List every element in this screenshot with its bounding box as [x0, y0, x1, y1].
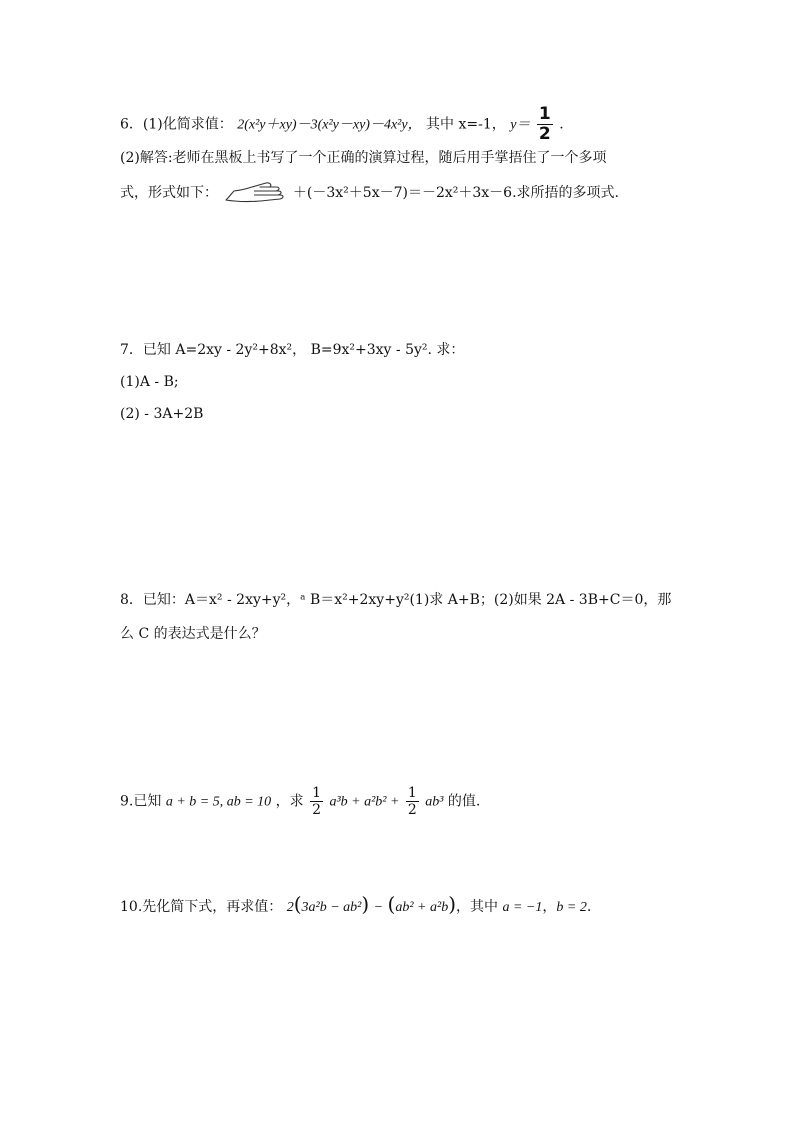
- q9-post: 的值.: [447, 793, 481, 810]
- q8-line1: 8．已知：A＝x² - 2xy+y²，ᵃ B＝x²+2xy+y²(1)求 A+B；(2)如果 2A - 3B+C＝0，那: [120, 592, 672, 608]
- q10-coef: 2: [286, 900, 294, 915]
- q9-pre: 9.已知: [120, 793, 162, 810]
- q6-part2-pre: 式，形式如下：: [120, 185, 218, 201]
- q10-pre: 10.先化简下式，再求值：: [120, 899, 283, 915]
- q9-fraction-1-den: 2: [312, 802, 321, 818]
- q10-value-a: a = −1: [502, 900, 543, 915]
- q9-fraction-1: [310, 786, 323, 817]
- q6-fraction: [537, 106, 553, 143]
- q9-term1: a³b + a²b² +: [329, 794, 400, 810]
- q6-part1: [120, 106, 564, 143]
- q6-label: 6．(1)化简求值：: [120, 116, 233, 133]
- q9-condition: a + b = 5, ab = 10: [165, 794, 272, 810]
- q6-end: .: [559, 116, 564, 133]
- q7-line2: (1)A - B;: [120, 374, 179, 390]
- q9-fraction-2-num: 1: [407, 785, 417, 801]
- q6-condition: 其中 x=-1，: [426, 116, 506, 133]
- q10-line: [120, 894, 591, 918]
- q6-fraction-den: 2: [538, 124, 551, 144]
- q9-mid: ，求: [275, 793, 304, 810]
- q7-line1: 7．已知 A=2xy - 2y²+8x²， B=9x²+3xy - 5y². 求：: [120, 342, 465, 358]
- q10-paren-close-2: ): [448, 892, 457, 916]
- q7-line3: (2) - 3A+2B: [120, 406, 204, 422]
- q10-group2: ab² + a²b: [395, 900, 449, 915]
- q6-expression: 2(x²y＋xy)－3(x²y－xy)－4x²y，: [237, 117, 422, 133]
- q10-paren-open-1: (: [293, 892, 302, 916]
- q6-part2-line2: [120, 180, 619, 206]
- q9-fraction-2-den: 2: [407, 802, 417, 818]
- q10-value-b: b = 2: [556, 900, 587, 915]
- q10-post: ，其中: [456, 899, 499, 915]
- q10-end: .: [586, 899, 592, 915]
- q10-sep: ，: [542, 899, 557, 915]
- q8-line2: 么 C 的表达式是什么？: [120, 626, 266, 642]
- q10-group1: 3a²b − ab²: [301, 900, 362, 915]
- q9-line: [120, 786, 480, 817]
- q9-fraction-2: [406, 786, 419, 817]
- q10-paren-open-2: (: [387, 892, 396, 916]
- q9-term2: ab³: [425, 794, 444, 810]
- q6-fraction-num: 1: [538, 104, 551, 124]
- q10-minus: −: [373, 900, 384, 915]
- hand-icon: [224, 180, 286, 206]
- q6-y-label: y＝: [510, 117, 531, 133]
- q6-part2-line1: (2)解答:老师在黑板上书写了一个正确的演算过程，随后用手掌捂住了一个多项: [120, 150, 607, 166]
- q6-part2-post: ＋(－3x²＋5x－7)＝－2x²＋3x－6.求所捂的多项式.: [292, 185, 619, 201]
- q10-paren-close-1: ): [361, 892, 370, 916]
- q9-fraction-1-num: 1: [312, 785, 321, 801]
